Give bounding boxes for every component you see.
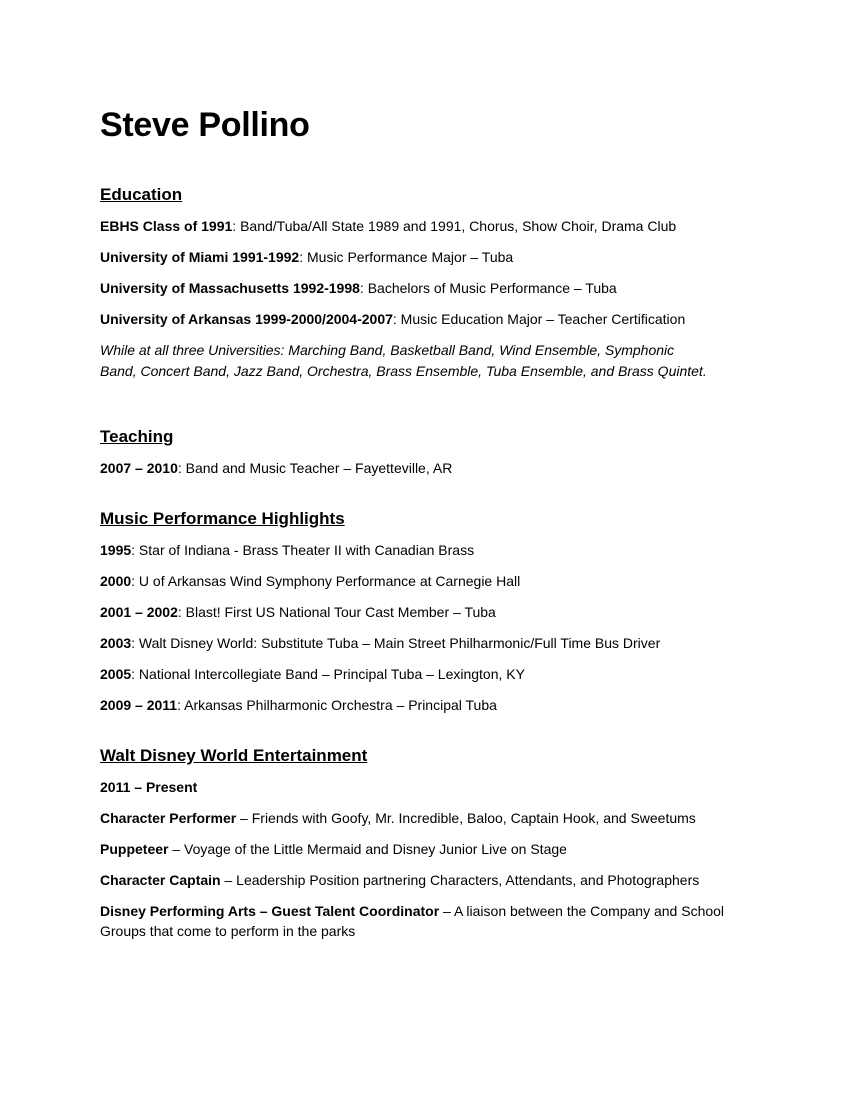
resume-name: Steve Pollino: [100, 106, 310, 144]
wdw-item: Puppeteer – Voyage of the Little Mermaid and Disney Junior Live on Stage: [100, 841, 567, 857]
music-item: 1995: Star of Indiana - Brass Theater II with Canadian Brass: [100, 542, 475, 558]
education-section: [100, 184, 760, 382]
music-item: 2000: U of Arkansas Wind Symphony Performance at Carnegie Hall: [100, 573, 521, 589]
teaching-item: 2007 – 2010: Band and Music Teacher – Fayetteville, AR: [100, 460, 453, 476]
wdw-section: [100, 745, 760, 941]
teaching-section: [100, 426, 760, 478]
music-item: 2005: National Intercollegiate Band – Principal Tuba – Lexington, KY: [100, 666, 525, 682]
wdw-item: Character Performer – Friends with Goofy, Mr. Incredible, Baloo, Captain Hook, and Sweetums: [100, 810, 696, 826]
education-item: University of Massachusetts 1992-1998: Bachelors of Music Performance – Tuba: [100, 280, 617, 296]
education-item: EBHS Class of 1991: Band/Tuba/All State 1989 and 1991, Chorus, Show Choir, Drama Club: [100, 218, 677, 234]
wdw-item: Character Captain – Leadership Position partnering Characters, Attendants, and Photographers: [100, 872, 700, 888]
education-note: While at all three Universities: Marching Band, Basketball Band, Wind Ensemble, Symphonic Band, Concert Band, Jazz Band, Orchestra, Brass Ensemble, Tuba Ensemble, and Brass Quintet.: [100, 342, 707, 379]
music-item: 2003: Walt Disney World: Substitute Tuba – Main Street Philharmonic/Full Time Bus Driver: [100, 635, 661, 651]
music-section: [100, 508, 760, 715]
education-item: University of Miami 1991-1992: Music Performance Major – Tuba: [100, 249, 514, 265]
wdw-item: Disney Performing Arts – Guest Talent Coordinator – A liaison between the Company and School Groups that come to perform in the parks: [100, 903, 725, 939]
resume-page: [100, 102, 760, 952]
education-heading: Education: [100, 185, 183, 204]
teaching-heading: Teaching: [100, 427, 174, 446]
music-item: 2001 – 2002: Blast! First US National Tour Cast Member – Tuba: [100, 604, 496, 620]
music-item: 2009 – 2011: Arkansas Philharmonic Orchestra – Principal Tuba: [100, 697, 497, 713]
wdw-period: 2011 – Present: [100, 779, 198, 795]
music-heading: Music Performance Highlights: [100, 509, 345, 528]
education-item: University of Arkansas 1999-2000/2004-2007: Music Education Major – Teacher Certification: [100, 311, 686, 327]
wdw-heading: Walt Disney World Entertainment: [100, 746, 368, 765]
